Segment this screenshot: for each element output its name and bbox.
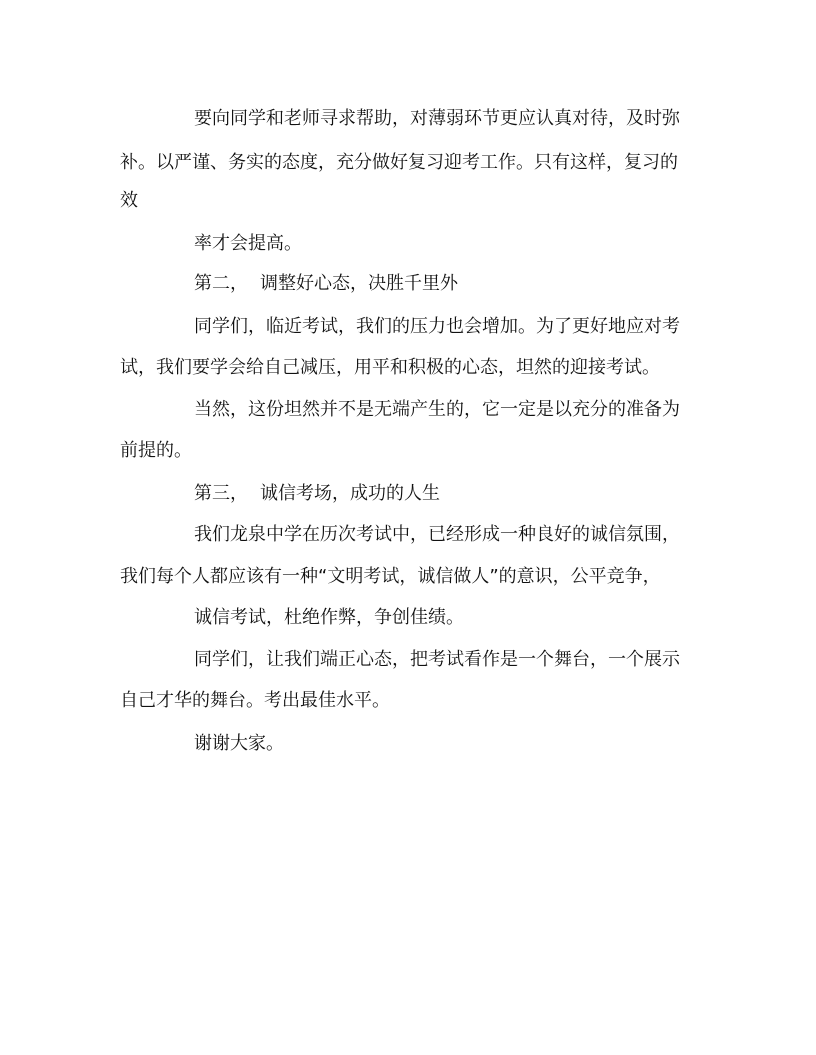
section-heading-3 [194,482,440,506]
paragraph-1-line-3: 效 [120,190,138,211]
paragraph-3-line-2: 试，我们要学会给自己减压，用平和积极的心态，坦然的迎接考试。 [120,357,660,378]
paragraph-4-line-2: 前提的。 [120,440,192,461]
paragraph-1-line-1: 要向同学和老师寻求帮助，对薄弱环节更应认真对待，及时弥 [194,108,680,129]
paragraph-3-line-1: 同学们，临近考试，我们的压力也会增加。为了更好地应对考 [194,316,680,337]
paragraph-5-line-1: 我们龙泉中学在历次考试中，已经形成一种良好的诚信氛围， [194,524,680,545]
paragraph-1-line-2: 补。以严谨、务实的态度，充分做好复习迎考工作。只有这样，复习的 [120,152,678,173]
section-heading-3-number: 第三， [194,483,248,504]
paragraph-7-line-1: 同学们，让我们端正心态，把考试看作是一个舞台，一个展示 [194,649,680,670]
section-heading-3-title: 诚信考场，成功的人生 [260,483,440,504]
paragraph-5-line-2: 我们每个人都应该有一种“文明考试，诚信做人”的意识，公平竞争， [120,566,661,587]
paragraph-7-line-2: 自己才华的舞台。考出最佳水平。 [120,690,390,711]
section-heading-2-number: 第二， [194,273,248,294]
paragraph-6-line-1: 诚信考试，杜绝作弊，争创佳绩。 [194,607,464,628]
section-heading-2-title: 调整好心态，决胜千里外 [260,273,458,294]
paragraph-8-line-1: 谢谢大家。 [194,733,284,754]
paragraph-2-line-1: 率才会提高。 [194,233,302,254]
section-heading-2 [194,272,458,296]
paragraph-4-line-1: 当然，这份坦然并不是无端产生的，它一定是以充分的准备为 [194,399,680,420]
